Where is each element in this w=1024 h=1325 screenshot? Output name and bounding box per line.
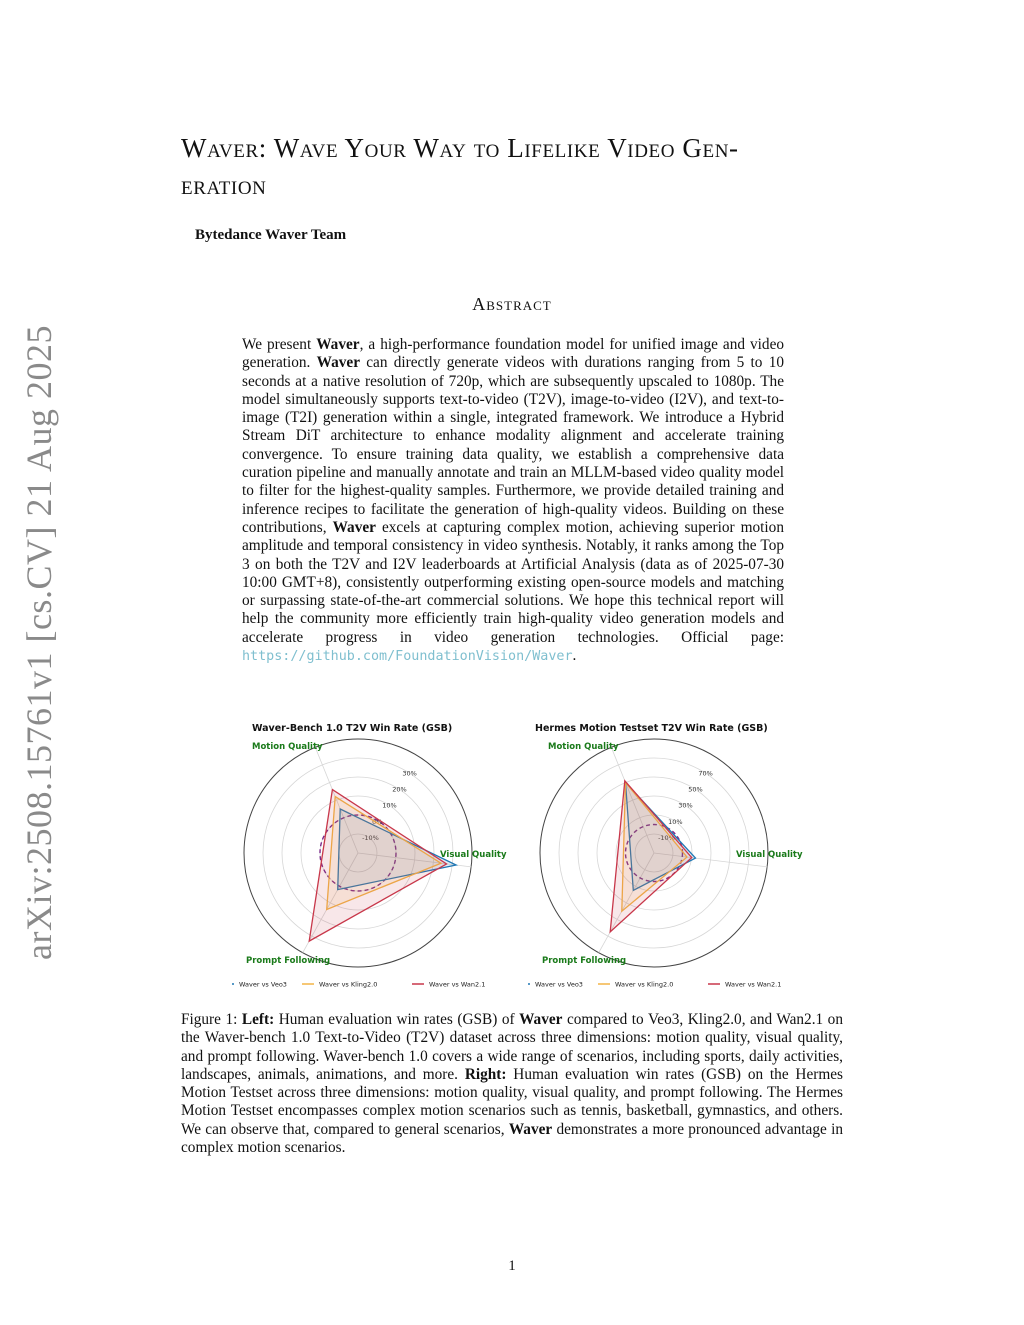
radar-chart-left	[232, 714, 532, 999]
arxiv-identifier: arXiv:2508.15761v1 [cs.CV] 21 Aug 2025	[19, 325, 59, 960]
ring-tick-label: 20%	[392, 785, 407, 794]
abstract-body	[242, 336, 784, 666]
caption-figure-label: Figure 1:	[181, 1011, 242, 1028]
title-line-2: eration	[181, 170, 267, 200]
ring-tick-label: 50%	[688, 785, 703, 794]
chart-title: Waver-Bench 1.0 T2V Win Rate (GSB)	[252, 723, 453, 734]
ring-tick-label: 10%	[668, 817, 683, 826]
ring-tick-label: -10%	[658, 833, 675, 842]
page-number: 1	[508, 1258, 516, 1274]
ring-tick-label: -10%	[362, 833, 379, 842]
axis-label: Visual Quality	[440, 850, 507, 860]
caption-text: compared to Veo3, Kling2.0, and Wan2.1 on the Waver-bench 1.0 Text-to-Video (T2V) dataset across three dimensions: motion quality, visual quality, and prompt following. Waver-bench 1.0 covers a wide range of scenarios, including sports, daily activities, landscapes, animals, animations, and more.	[181, 1011, 843, 1083]
abstract-heading: Abstract	[472, 294, 552, 314]
caption-text: Human evaluation win rates (GSB) of	[274, 1011, 520, 1028]
caption-bold: Waver	[519, 1011, 563, 1028]
legend-label: Waver vs Kling2.0	[615, 980, 674, 989]
axis-label: Visual Quality	[736, 850, 803, 860]
legend-label: Waver vs Wan2.1	[725, 980, 782, 989]
abstract-bold: Waver	[316, 336, 360, 353]
ring-tick-label: 0%	[372, 817, 383, 826]
author: Bytedance Waver Team	[195, 227, 347, 243]
caption-right-label: Right:	[464, 1065, 507, 1083]
abstract-text: We present	[242, 336, 317, 353]
abstract-bold: Waver	[316, 354, 360, 372]
legend-label: Waver vs Kling2.0	[319, 980, 378, 989]
abstract-text: , a high-performance foundation model for unified image and video generation.	[242, 336, 785, 372]
axis-label: Prompt Following	[542, 956, 627, 966]
ring-tick-label: 30%	[402, 769, 417, 778]
figure-caption	[181, 1011, 843, 1157]
abstract-text: .	[572, 647, 577, 665]
paper-title	[181, 130, 861, 204]
abstract-text: excels at capturing complex motion, achieving superior motion amplitude and temporal consistency in video synthesis. Notably, it ranks among the Top 3 on both the T2V and I2V leaderboards at Artificial Analysis (data as of 2025-07-30 10:00 GMT+8), consistently outperforming existing open-source models and matching or surpassing state-of-the-art commercial solutions. We hope this technical report will help the community more efficiently train high-quality video generation models and accelerate progress in video generation technologies. Official page:	[242, 518, 784, 646]
ring-tick-label: 10%	[382, 801, 397, 810]
axis-label: Motion Quality	[252, 742, 323, 752]
abstract-bold: Waver	[332, 518, 376, 536]
legend-label: Waver vs Veo3	[239, 980, 287, 989]
caption-left-label: Left:	[241, 1011, 275, 1028]
ring-tick-label: 70%	[698, 769, 713, 778]
caption-bold: Waver	[508, 1120, 553, 1138]
series-polygon	[309, 790, 446, 942]
radar-chart-right	[528, 714, 828, 999]
caption-text: demonstrates a more pronounced advantage in complex motion scenarios.	[181, 1120, 843, 1157]
caption-text: Human evaluation win rates (GSB) on the Hermes Motion Testset across three dimensions: motion quality, visual quality, and prompt following. The Hermes Motion Testset encompasses complex motion scenarios such as tennis, basketball, gymnastics, and others. We can observe that, compared to general scenarios,	[181, 1065, 843, 1138]
abstract-text: can directly generate videos with durations ranging from 5 to 10 seconds at a native resolution of 720p, which are subsequently upscaled to 1080p. The model simultaneously supports text-to-video (T2V), image-to-video (I2V), and text-to-image (T2I) generation within a single, integrated framework. We introduce a Hybrid Stream DiT architecture to enhance modality alignment and accelerate training convergence. To ensure training data quality, we establish a comprehensive data curation pipeline and manually annotate and train an MLLM-based video quality model to filter for the highest-quality samples. Furthermore, we provide detailed training and inference recipes to facilitate the generation of high-quality videos. Building on these contributions,	[242, 354, 784, 536]
legend-label: Waver vs Wan2.1	[429, 980, 486, 989]
axis-label: Prompt Following	[246, 956, 331, 966]
ring-tick-label: 30%	[678, 801, 693, 810]
legend-label: Waver vs Veo3	[535, 980, 583, 989]
title-line-1: Waver: Wave Your Way to Lifelike Video Gen-	[181, 133, 739, 163]
official-page-link[interactable]: https://github.com/FoundationVision/Waver	[242, 649, 573, 665]
axis-label: Motion Quality	[548, 742, 619, 752]
radar-chart-left-svg	[232, 714, 532, 999]
radar-chart-right-svg	[528, 714, 828, 999]
chart-title: Hermes Motion Testset T2V Win Rate (GSB)	[535, 723, 768, 734]
